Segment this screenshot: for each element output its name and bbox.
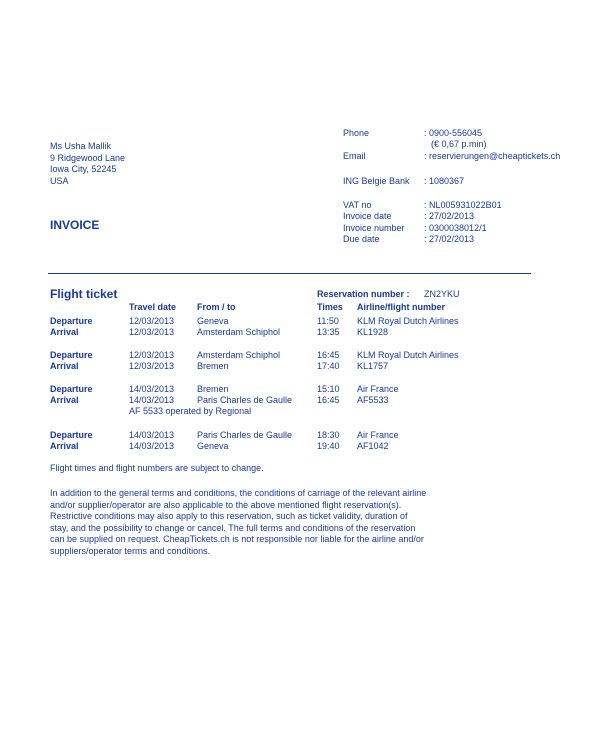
addressee-block	[50, 141, 125, 187]
bank-value: : 1080367	[424, 176, 465, 186]
flight-number: KL1757	[357, 361, 389, 371]
departure-label: Departure	[50, 316, 93, 326]
arrival-label: Arrival	[50, 441, 79, 451]
departure-time: 15:10	[317, 384, 340, 394]
departure-date: 14/03/2013	[129, 430, 175, 440]
airline-name: KLM Royal Dutch Airlines	[357, 350, 459, 360]
arrival-time: 19:40	[317, 441, 340, 451]
arrival-date: 14/03/2013	[129, 441, 175, 451]
bank-number: 1080367	[429, 176, 465, 186]
terms-line: In addition to the general terms and conditions, the conditions of carriage of the relevant airline	[50, 488, 427, 498]
invoice-number-label: Invoice number	[343, 223, 405, 233]
airline-name: Air France	[357, 430, 399, 440]
addressee-street: 9 Ridgewood Lane	[50, 152, 126, 163]
terms-line: Restrictive conditions may also apply to this reservation, such as ticket validity, duration of	[50, 511, 408, 521]
invoice-title: INVOICE	[50, 218, 100, 232]
operated-by-note: AF 5533 operated by Regional	[129, 406, 252, 416]
departure-place: Amsterdam Schiphol	[197, 350, 281, 360]
vat-label: VAT no	[343, 200, 372, 210]
addressee-city: Iowa City, 52245	[50, 164, 117, 175]
arrival-label: Arrival	[50, 327, 79, 337]
phone-number: 0900-556045	[429, 128, 483, 138]
due-date-label: Due date	[343, 234, 380, 244]
departure-place: Bremen	[197, 384, 229, 394]
schedule-change-notice: Flight times and flight numbers are subject to change.	[50, 463, 264, 473]
departure-date: 14/03/2013	[129, 384, 175, 394]
arrival-time: 13:35	[317, 327, 340, 337]
header-travel-date: Travel date	[129, 302, 177, 312]
vat-value: : NL005931022B01	[424, 200, 502, 210]
terms-line: can be supplied on request. CheapTickets.ch is not responsible nor liable for the airline and/or	[50, 534, 424, 544]
invoice-number: 0300038012/1	[429, 223, 487, 233]
addressee-country: USA	[50, 175, 69, 186]
flight-number: KL1928	[357, 327, 389, 337]
phone-rate: (€ 0,67 p.min)	[431, 139, 487, 149]
section-divider	[48, 273, 531, 274]
arrival-label: Arrival	[50, 395, 79, 405]
invoice-number-value: : 0300038012/1	[424, 223, 487, 233]
departure-place: Paris Charles de Gaulle	[197, 430, 293, 440]
flight-ticket-title: Flight ticket	[50, 287, 118, 301]
arrival-date: 14/03/2013	[129, 395, 175, 405]
airline-name: KLM Royal Dutch Airlines	[357, 316, 459, 326]
flight-number: AF1042	[357, 441, 389, 451]
terms-line: and/or supplier/operator are also applicable to the above mentioned flight reservation(s).	[50, 499, 402, 510]
due-date-value: : 27/02/2013	[424, 234, 475, 244]
arrival-label: Arrival	[50, 361, 79, 371]
departure-label: Departure	[50, 350, 93, 360]
arrival-place: Amsterdam Schiphol	[197, 327, 281, 337]
departure-time: 18:30	[317, 430, 340, 440]
header-airline: Airline/flight number	[357, 302, 446, 312]
departure-time: 11:50	[317, 316, 339, 326]
departure-time: 16:45	[317, 350, 340, 360]
reservation-label: Reservation number :	[317, 289, 410, 299]
arrival-place: Paris Charles de Gaulle	[197, 395, 293, 405]
arrival-time: 16:45	[317, 395, 340, 405]
departure-label: Departure	[50, 430, 93, 440]
arrival-place: Bremen	[197, 361, 229, 371]
terms-line: stay, and the possibility to change or cancel. The full terms and conditions of the reservation	[50, 522, 416, 533]
arrival-place: Geneva	[197, 441, 229, 451]
reservation-number: ZN2YKU	[424, 289, 460, 299]
phone-value: : 0900-556045	[424, 128, 483, 138]
email-value: : reservierungen@cheaptickets.ch	[424, 151, 561, 161]
phone-label: Phone	[343, 128, 370, 138]
due-date: 27/02/2013	[429, 234, 475, 244]
invoice-date: 27/02/2013	[429, 211, 475, 221]
header-from-to: From / to	[197, 302, 236, 312]
departure-date: 12/03/2013	[129, 316, 175, 326]
arrival-time: 17:40	[317, 361, 340, 371]
arrival-date: 12/03/2013	[129, 327, 175, 337]
arrival-date: 12/03/2013	[129, 361, 175, 371]
airline-name: Air France	[357, 384, 399, 394]
email-address[interactable]: reservierungen@cheaptickets.ch	[429, 151, 561, 161]
addressee-name: Ms Usha Mallik	[50, 141, 112, 151]
terms-line: suppliers/operator terms and conditions.	[50, 545, 211, 556]
departure-label: Departure	[50, 384, 93, 394]
header-times: Times	[317, 302, 343, 312]
invoice-date-value: : 27/02/2013	[424, 211, 475, 221]
departure-date: 12/03/2013	[129, 350, 175, 360]
departure-place: Geneva	[197, 316, 229, 326]
email-label: Email	[343, 151, 366, 161]
bank-label: ING Belgie Bank	[343, 176, 410, 186]
vat-number: NL005931022B01	[429, 200, 502, 210]
flight-number: AF5533	[357, 395, 389, 405]
invoice-date-label: Invoice date	[343, 211, 392, 221]
